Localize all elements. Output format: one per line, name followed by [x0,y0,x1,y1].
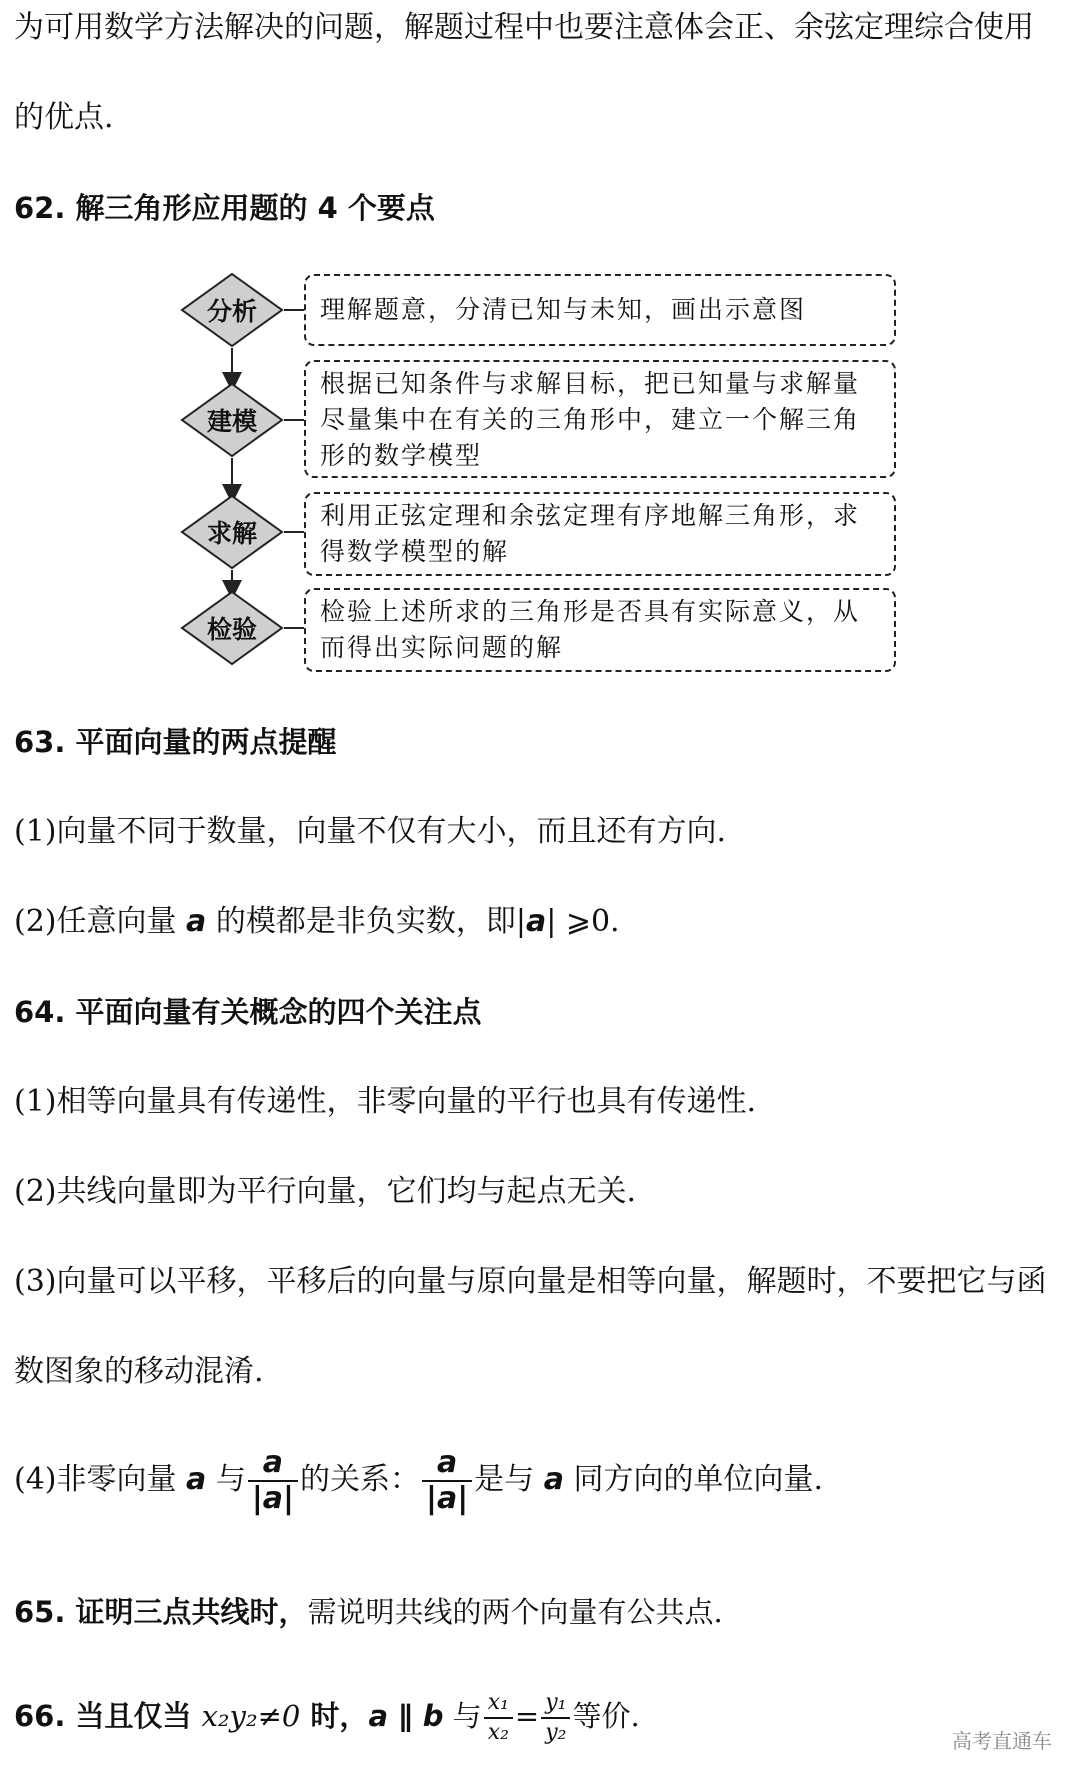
step-verify-label: 检验 [206,615,257,644]
step-verify-text: 检验上述所求的三角形是否具有实际意义，从而得出实际问题的解 [304,588,896,672]
step-analyze-label: 分析 [206,297,257,326]
unit-vector-fraction-2 [422,1446,472,1516]
flowchart [180,272,910,682]
step-solve-label: 求解 [206,519,257,548]
section-63-item-2 [14,902,620,942]
fraction-denominator: |a| [426,1481,469,1516]
step-analyze-text: 理解题意，分清已知与未知，画出示意图 [304,274,896,346]
s64-item4-pre: (4)非零向量 [14,1462,187,1497]
section-63-item-1: (1)向量不同于数量，向量不仅有大小，而且还有方向. [14,814,727,849]
s65-title-rest: 需说明共线的两个向量有公共点. [307,1595,723,1629]
fraction-numerator: a [248,1446,298,1482]
unit-vector-fraction-1 [248,1446,298,1516]
s63-item2-pre: (2)任意向量 [14,904,187,939]
s66-condition: x₂y₂≠0 [201,1699,301,1733]
fraction-y [541,1689,570,1747]
s64-item4-mid2: 的关系： [300,1462,420,1497]
step-analyze-diamond [180,272,284,348]
section-64-item-3-line-1: (3)向量可以平移，平移后的向量与原向量是相等向量，解题时，不要把它与函 [14,1264,1047,1299]
fraction-x-numerator: x₁ [484,1689,513,1719]
fraction-y-numerator: y₁ [541,1689,570,1719]
intro-line-1: 为可用数学方法解决的问题，解题过程中也要注意体会正、余弦定理综合使用 [14,10,1034,45]
section-64-item-3-line-2: 数图象的移动混淆. [14,1354,264,1389]
s66-mid1: 时， [300,1699,369,1733]
s64-item4-post: 同方向的单位向量. [563,1462,824,1497]
s64-item4-mid3: 是与 [474,1462,544,1497]
step-solve-text: 利用正弦定理和余弦定理有序地解三角形，求得数学模型的解 [304,492,896,576]
fraction-numerator: a [422,1446,472,1482]
section-64-item-4 [14,1440,823,1520]
section-66-title [14,1676,640,1756]
fraction-x [484,1689,513,1747]
watermark: 高考直通车 [952,1729,1052,1753]
vector-a-norm: a [525,904,547,939]
step-model-text: 根据已知条件与求解目标，把已知量与求解量尽量集中在有关的三角形中，建立一个解三角形的数学模型 [304,360,896,478]
fraction-x-denominator: x₂ [487,1720,509,1745]
section-64-item-1: (1)相等向量具有传递性，非零向量的平行也具有传递性. [14,1084,757,1119]
section-64-item-2: (2)共线向量即为平行向量，它们均与起点无关. [14,1174,637,1209]
s66-equals: = [514,1699,540,1733]
section-63-title: 63. 平面向量的两点提醒 [14,725,337,759]
vector-a: a [186,1462,207,1497]
s63-item2-post: | ⩾0. [546,904,620,939]
s66-post: 等价. [572,1699,640,1733]
s66-mid2: 与 [443,1699,482,1733]
vector-a: a [543,1462,564,1497]
s64-item4-mid1: 与 [206,1462,246,1497]
step-model-diamond [180,382,284,458]
step-model-label: 建模 [206,407,257,436]
s63-item2-mid: 的模都是非负实数，即| [206,904,526,939]
s65-title-bold: 65. 证明三点共线时， [14,1595,308,1629]
vector-a: a [186,904,207,939]
s66-title-bold: 66. 当且仅当 [14,1699,202,1733]
fraction-y-denominator: y₂ [545,1720,567,1745]
section-65-title [14,1592,723,1632]
section-62-title: 62. 解三角形应用题的 4 个要点 [14,191,435,225]
step-verify-diamond [180,590,284,666]
section-64-title: 64. 平面向量有关概念的四个关注点 [14,995,482,1029]
intro-line-2: 的优点. [14,100,114,135]
fraction-denominator: |a| [251,1481,294,1516]
s66-relation: a ∥ b [368,1699,444,1733]
step-solve-diamond [180,494,284,570]
